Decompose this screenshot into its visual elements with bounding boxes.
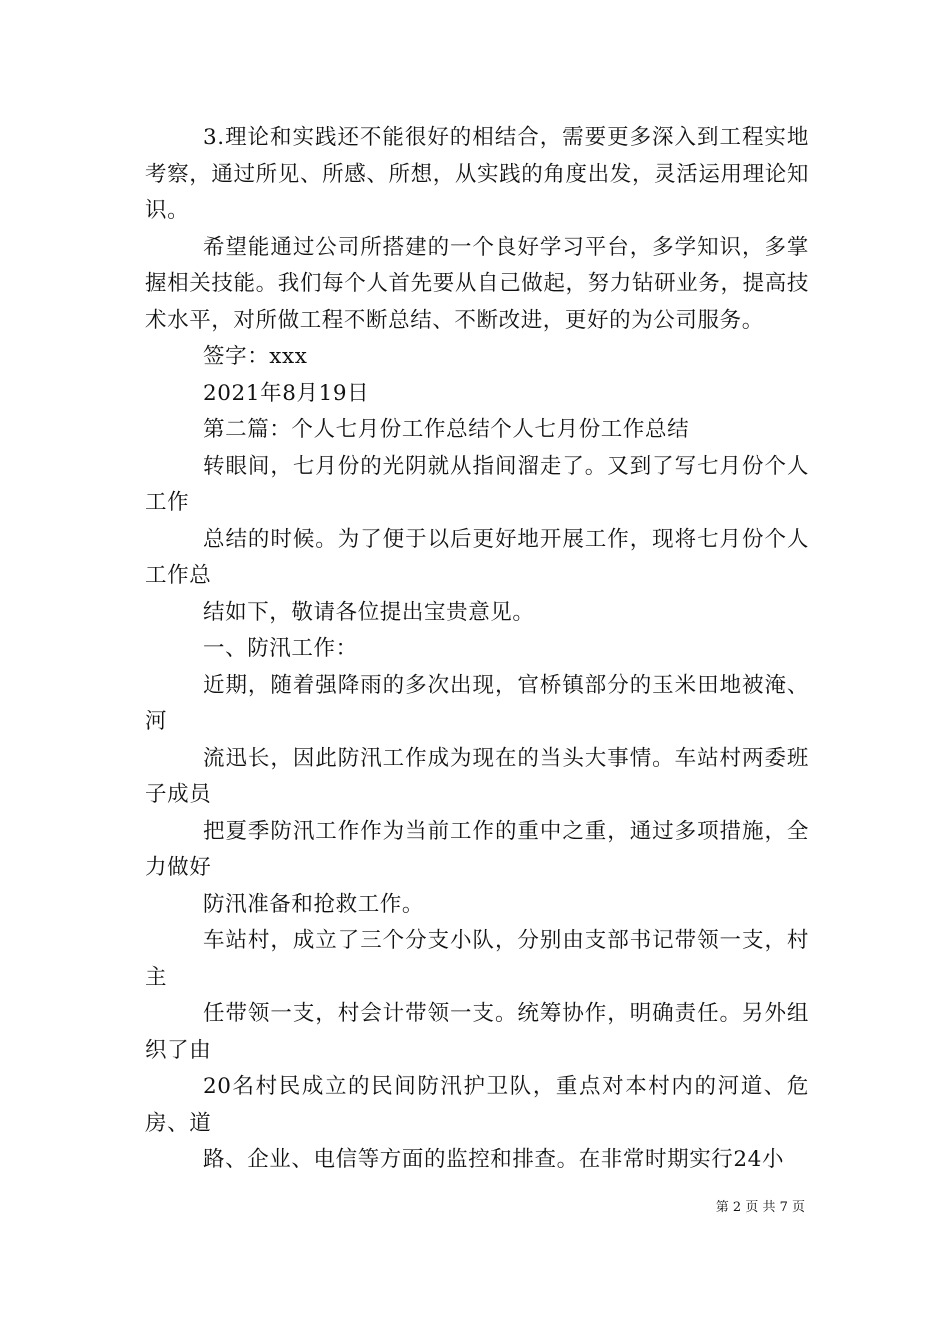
page-number-footer: 第 2 页 共 7 页 xyxy=(715,1200,805,1215)
paragraph-intro-1: 转眼间，七月份的光阴就从指间溜走了。又到了写七月份个人工作 xyxy=(145,453,809,515)
paragraph-flood-1: 近期，随着强降雨的多次出现，官桥镇部分的玉米田地被淹、河 xyxy=(145,672,809,734)
heading-flood-control: 一、防汛工作： xyxy=(203,636,358,661)
paragraph-flood-3: 把夏季防汛工作作为当前工作的重中之重，通过多项措施，全力做好 xyxy=(145,818,809,880)
paragraph-hope-platform: 希望能通过公司所搭建的一个良好学习平台，多学知识，多掌握相关技能。我们每个人首先要从自己做起，努力钻研业务，提高技术水平，对所做工程不断总结、不断改进，更好的为公司服务。 xyxy=(145,234,809,333)
signature-line: 签字：xxx xyxy=(203,344,308,369)
section-title-part-two: 第二篇：个人七月份工作总结个人七月份工作总结 xyxy=(203,417,690,442)
paragraph-flood-4: 防汛准备和抢救工作。 xyxy=(203,891,425,917)
paragraph-team-3: 20名村民成立的民间防汛护卫队，重点对本村内的河道、危房、道 xyxy=(145,1074,809,1136)
paragraph-theory-practice: 3.理论和实践还不能很好的相结合，需要更多深入到工程实地考察，通过所见、所感、所想，从实践的角度出发，灵活运用理论知识。 xyxy=(145,125,809,223)
paragraph-team-1: 车站村，成立了三个分支小队，分别由支部书记带领一支，村主 xyxy=(145,928,809,990)
paragraph-intro-3: 结如下，敬请各位提出宝贵意见。 xyxy=(203,599,535,625)
document-body xyxy=(145,120,809,1179)
paragraph-flood-2: 流迅长，因此防汛工作成为现在的当头大事情。车站村两委班子成员 xyxy=(145,745,809,807)
date-line: 2021年8月19日 xyxy=(203,380,370,406)
paragraph-intro-2: 总结的时候。为了便于以后更好地开展工作，现将七月份个人工作总 xyxy=(145,526,809,588)
paragraph-team-4: 路、企业、电信等方面的监控和排查。在非常时期实行24小 xyxy=(203,1147,785,1172)
paragraph-team-2: 任带领一支，村会计带领一支。统筹协作，明确责任。另外组织了由 xyxy=(145,1001,809,1063)
